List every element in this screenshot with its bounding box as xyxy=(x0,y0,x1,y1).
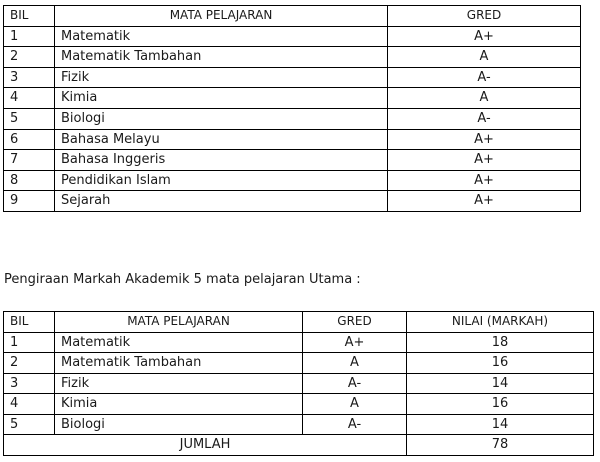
cell-subject: Sejarah xyxy=(55,191,388,212)
cell-mark: 14 xyxy=(407,414,594,435)
cell-subject: Fizik xyxy=(55,67,388,88)
header-bil: BIL xyxy=(4,312,55,333)
cell-subject: Matematik Tambahan xyxy=(55,353,303,374)
cell-subject: Kimia xyxy=(55,394,303,415)
marks-table xyxy=(3,311,594,456)
table-row xyxy=(4,394,594,415)
table-row xyxy=(4,67,581,88)
cell-grade: A xyxy=(303,353,407,374)
cell-mark: 14 xyxy=(407,373,594,394)
cell-bil: 2 xyxy=(4,353,55,374)
header-grade: GRED xyxy=(388,6,581,27)
total-value: 78 xyxy=(407,435,594,456)
table-row xyxy=(4,170,581,191)
cell-grade: A+ xyxy=(388,129,581,150)
header-grade: GRED xyxy=(303,312,407,333)
header-bil: BIL xyxy=(4,6,55,27)
cell-subject: Biologi xyxy=(55,108,388,129)
table-header-row xyxy=(4,6,581,27)
cell-mark: 18 xyxy=(407,332,594,353)
cell-subject: Matematik xyxy=(55,26,388,47)
table-row xyxy=(4,353,594,374)
cell-bil: 3 xyxy=(4,67,55,88)
calculation-caption: Pengiraan Markah Akademik 5 mata pelajaran Utama : xyxy=(4,272,361,287)
cell-subject: Biologi xyxy=(55,414,303,435)
cell-bil: 1 xyxy=(4,332,55,353)
cell-subject: Matematik xyxy=(55,332,303,353)
table-row xyxy=(4,129,581,150)
cell-mark: 16 xyxy=(407,394,594,415)
table-row xyxy=(4,26,581,47)
cell-bil: 8 xyxy=(4,170,55,191)
cell-grade: A xyxy=(303,394,407,415)
header-subject: MATA PELAJARAN xyxy=(55,312,303,333)
cell-bil: 7 xyxy=(4,150,55,171)
cell-bil: 6 xyxy=(4,129,55,150)
cell-mark: 16 xyxy=(407,353,594,374)
cell-bil: 5 xyxy=(4,414,55,435)
cell-subject: Bahasa Inggeris xyxy=(55,150,388,171)
cell-grade: A+ xyxy=(388,150,581,171)
cell-subject: Pendidikan Islam xyxy=(55,170,388,191)
cell-bil: 4 xyxy=(4,88,55,109)
total-label: JUMLAH xyxy=(4,435,407,456)
header-subject: MATA PELAJARAN xyxy=(55,6,388,27)
cell-grade: A+ xyxy=(388,170,581,191)
table-row xyxy=(4,373,594,394)
cell-grade: A+ xyxy=(303,332,407,353)
table-row xyxy=(4,108,581,129)
cell-grade: A+ xyxy=(388,191,581,212)
cell-grade: A+ xyxy=(388,26,581,47)
total-row xyxy=(4,435,594,456)
cell-subject: Kimia xyxy=(55,88,388,109)
cell-grade: A xyxy=(388,88,581,109)
cell-bil: 1 xyxy=(4,26,55,47)
cell-subject: Matematik Tambahan xyxy=(55,47,388,68)
cell-grade: A- xyxy=(388,67,581,88)
header-mark: NILAI (MARKAH) xyxy=(407,312,594,333)
cell-bil: 5 xyxy=(4,108,55,129)
table-header-row xyxy=(4,312,594,333)
cell-bil: 9 xyxy=(4,191,55,212)
cell-grade: A- xyxy=(303,414,407,435)
cell-bil: 3 xyxy=(4,373,55,394)
table-row xyxy=(4,47,581,68)
cell-bil: 4 xyxy=(4,394,55,415)
table-row xyxy=(4,150,581,171)
cell-subject: Fizik xyxy=(55,373,303,394)
table-row xyxy=(4,414,594,435)
table-row xyxy=(4,332,594,353)
table-row xyxy=(4,88,581,109)
cell-subject: Bahasa Melayu xyxy=(55,129,388,150)
table-row xyxy=(4,191,581,212)
grades-table xyxy=(3,5,581,212)
cell-grade: A- xyxy=(303,373,407,394)
cell-grade: A- xyxy=(388,108,581,129)
cell-grade: A xyxy=(388,47,581,68)
cell-bil: 2 xyxy=(4,47,55,68)
